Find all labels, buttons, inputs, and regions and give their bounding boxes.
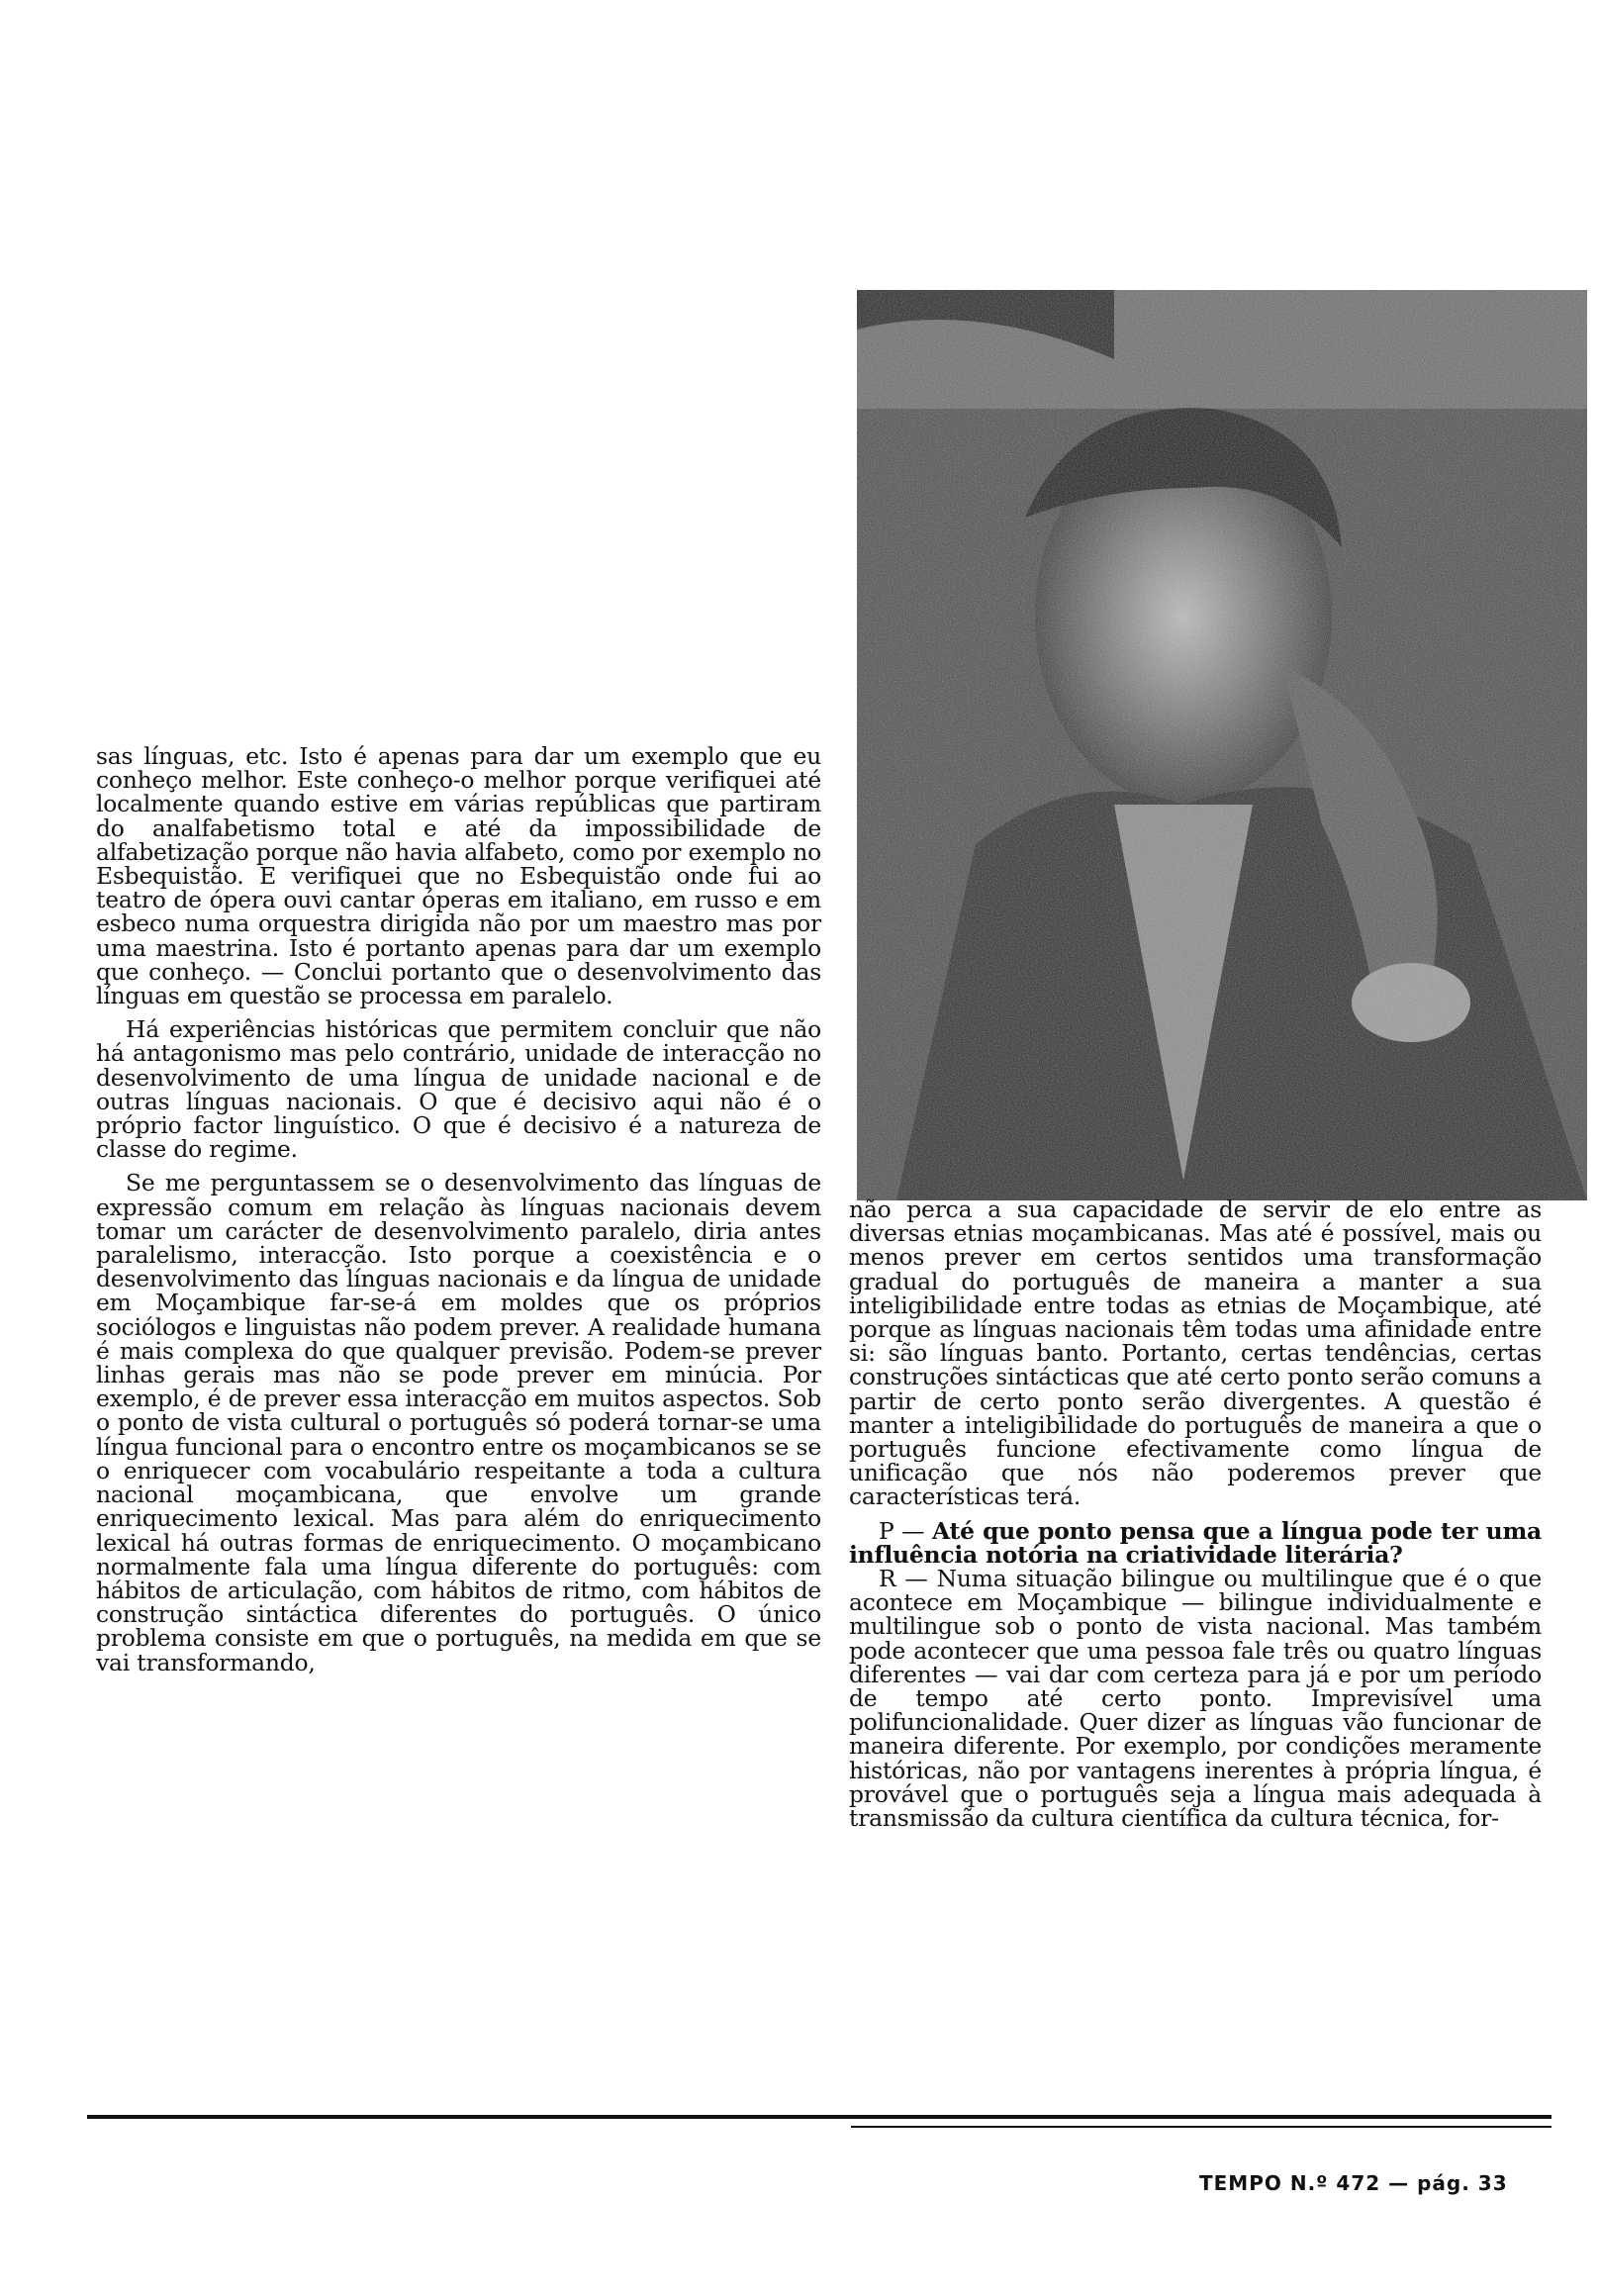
paragraph: sas línguas, etc. Isto é apenas para dar um exemplo que eu conheço melhor. Este conheço-o melhor porque verifiquei até localmente quando estive em várias repúblicas que partiram do analfabetismo total e até da impossibilidade de alfabetização porque não havia alfabeto, como por exemplo no Esbequistão. E verifiquei que no Esbequistão onde fui ao teatro de ópera ouvi cantar óperas em italiano, em russo e em esbeco numa orquestra dirigida não por um maestro mas por uma maestrina. Isto é portanto apenas para dar um exemplo que conheço. — Conclui portanto que o desenvolvimento das línguas em questão se processa em paralelo. <box>96 742 821 1010</box>
portrait-photo <box>857 290 1587 1200</box>
portrait-photo-image <box>857 290 1587 1200</box>
question-text: Até que ponto pensa que a língua pode ter uma influência notória na criatividade literária? <box>849 1516 1542 1569</box>
bottom-rule <box>87 2115 1552 2119</box>
paragraph: Há experiências históricas que permitem concluir que não há antagonismo mas pelo contrário, unidade de interacção no desenvolvimento de uma língua de unidade nacional e de outras línguas nacionais. O que é decisivo aqui não é o próprio factor linguístico. O que é decisivo é a natureza de classe do regime. <box>96 1015 821 1164</box>
answer-text: Numa situação bilingue ou multilingue que é o que acontece em Moçambique — bilingue individualmente e multilingue sob o ponto de vista nacional. Mas também pode acontecer que uma pessoa fale três ou quatro línguas diferentes — vai dar com certeza para já e por um período de tempo até certo ponto. Imprevisível uma polifuncionalidade. Quer dizer as línguas vão funcionar de maneira diferente. Por exemplo, por condições meramente históricas, não por vantagens inerentes à própria língua, é provável que o português seja a língua mais adequada à transmissão da cultura científica da cultura técnica, for- <box>849 1565 1542 1833</box>
page-footer: TEMPO N.º 472 — pág. 33 <box>1199 2171 1508 2195</box>
left-text-column <box>96 744 821 1674</box>
right-text-column <box>849 1196 1542 1833</box>
paragraph: Se me perguntassem se o desenvolvimento das línguas de expressão comum em relação às línguas nacionais devem tomar um carácter de desenvolvimento paralelo, diria antes paralelismo, interacção. Isto porque a coexistência e o desenvolvimento das línguas nacionais e da língua de unidade em Moçambique far-se-á em moldes que os próprios sociólogos e linguistas não podem prever. A realidade humana é mais complexa do que qualquer previsão. Podem-se prever linhas gerais mas não se pode prever em minúcia. Por exemplo, é de prever essa interacção em muitos aspectos. Sob o ponto de vista cultural o português só poderá tornar-se uma língua funcional para o encontro entre os moçambicanos se se o enriquecer com vocabulário respeitante a toda a cultura nacional moçambicana, que envolve um grande enriquecimento lexical. Mas para além do enriquecimento lexical há outras formas de enriquecimento. O moçambicano normalmente fala uma língua diferente do português: com hábitos de articulação, com hábitos de ritmo, com hábitos de construção sintáctica diferentes do português. O único problema consiste em que o português, na medida em que se vai transformando, <box>96 1169 821 1676</box>
bottom-rule-secondary <box>851 2126 1552 2128</box>
interview-question <box>849 1516 1542 1569</box>
paragraph: não perca a sua capacidade de servir de elo entre as diversas etnias moçambicanas. Mas até é possível, mais ou menos prever em certos sentidos uma transformação gradual do português de maneira a manter a sua inteligibilidade entre todas as etnias de Moçambique, até porque as línguas nacionais têm todas uma afinidade entre si: são línguas banto. Portanto, certas tendências, certas construções sintácticas que até certo ponto serão comuns a partir de certo ponto serão divergentes. A questão é manter a inteligibilidade do português de maneira a que o português funcione efectivamente como língua de unificação que nós não poderemos prever que características terá. <box>849 1196 1542 1511</box>
answer-label: R — <box>879 1565 928 1593</box>
question-label: P — <box>879 1516 925 1545</box>
interview-answer <box>849 1565 1542 1833</box>
